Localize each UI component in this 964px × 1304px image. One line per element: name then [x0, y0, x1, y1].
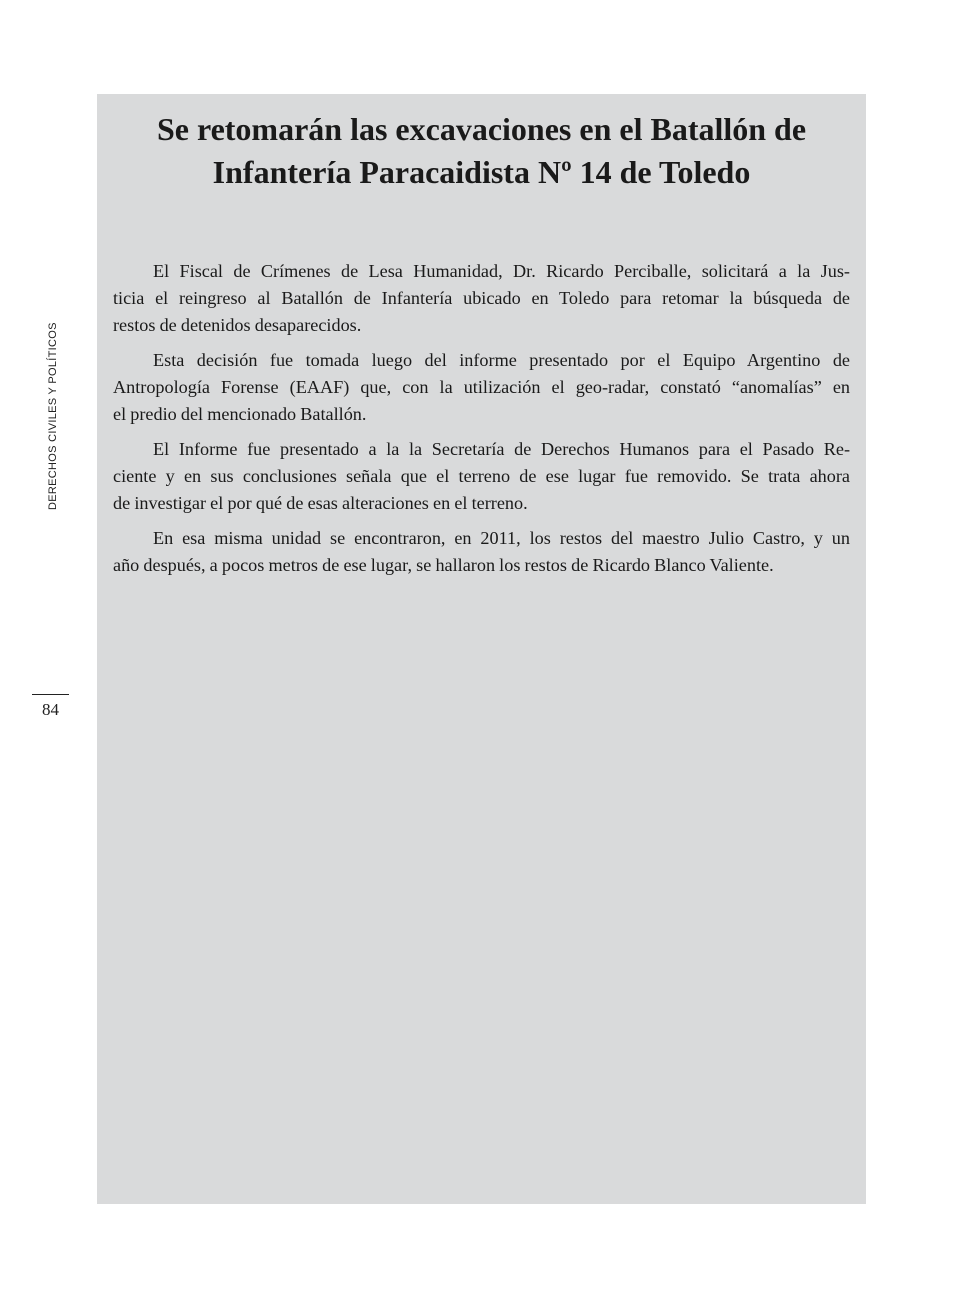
page-number-rule	[32, 694, 69, 695]
paragraph-line: el predio del mencionado Batallón.	[113, 404, 367, 424]
page-number: 84	[42, 700, 59, 719]
paragraph-line: restos de detenidos desaparecidos.	[113, 315, 362, 335]
paragraph-line: El Fiscal de Crímenes de Lesa Humanidad, Dr. Ricardo Perciballe, solicitará a la Jus-	[153, 261, 850, 281]
article-paragraph	[113, 347, 850, 428]
paragraph-line: de investigar el por qué de esas alteraciones en el terreno.	[113, 493, 528, 513]
paragraph-line: ciente y en sus conclusiones señala que el terreno de ese lugar fue removido. Se trata ahora	[113, 466, 850, 486]
article-title-line: Se retomarán las excavaciones en el Batallón de	[156, 111, 807, 147]
article-title-line: Infantería Paracaidista Nº 14 de Toledo	[212, 154, 751, 190]
paragraph-line: El Informe fue presentado a la la Secretaría de Derechos Humanos para el Pasado Re-	[153, 439, 850, 459]
article-title	[97, 108, 866, 194]
paragraph-line: ticia el reingreso al Batallón de Infantería ubicado en Toledo para retomar la búsqueda de	[113, 288, 850, 308]
article-panel	[97, 94, 866, 1204]
section-label: DERECHOS CIVILES Y POLÍTICOS	[47, 322, 59, 510]
article-body	[113, 258, 850, 587]
paragraph-line: Esta decisión fue tomada luego del informe presentado por el Equipo Argentino de	[153, 350, 850, 370]
article-paragraph	[113, 258, 850, 339]
article-paragraph	[113, 525, 850, 579]
paragraph-line: año después, a pocos metros de ese lugar, se hallaron los restos de Ricardo Blanco Valiente.	[113, 555, 774, 575]
article-paragraph	[113, 436, 850, 517]
paragraph-line: Antropología Forense (EAAF) que, con la utilización el geo-radar, constató “anomalías” en	[113, 377, 850, 397]
paragraph-line: En esa misma unidad se encontraron, en 2011, los restos del maestro Julio Castro, y un	[153, 528, 850, 548]
